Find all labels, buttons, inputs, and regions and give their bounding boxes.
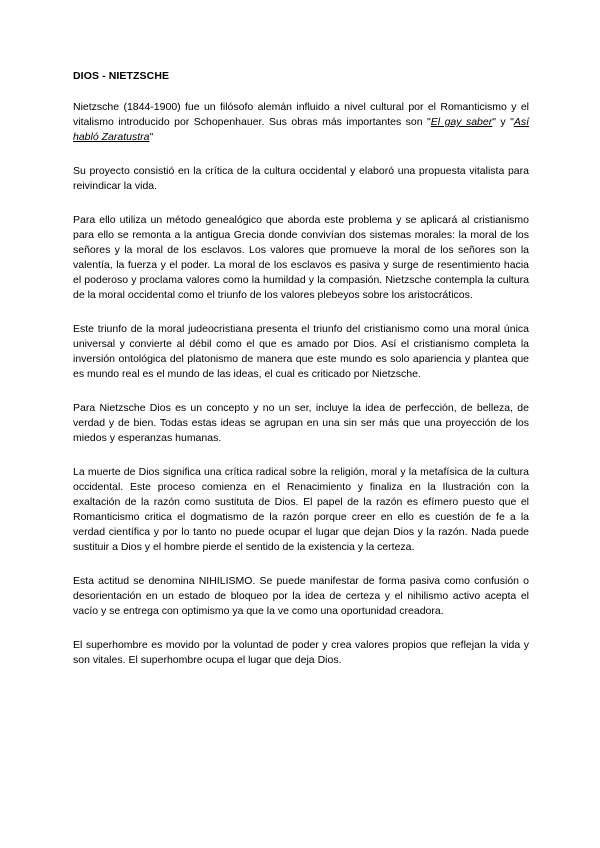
document-page (73, 69, 529, 687)
paragraph-concepto-dios: Para Nietzsche Dios es un concepto y no un ser, incluye la idea de perfección, de belleza, de verdad y de bien. Todas estas ideas se agrupan en una sin ser más que una proyección de los miedos y esperanzas humanas. (73, 402, 529, 444)
paragraph-moral-judeocristiana: Este triunfo de la moral judeocristiana presenta el triunfo del cristianismo como una moral única universal y convierte al débil como el que es amado por Dios. Así el cristianismo completa la inversión ontológica del platonismo de manera que este mundo es solo apariencia y plantea que es mundo real es el mundo de las ideas, el cual es criticado por Nietzsche. (73, 323, 529, 380)
paragraph-intro (73, 100, 529, 145)
paragraph-superhombre: El superhombre es movido por la voluntad de poder y crea valores propios que reflejan la vida y son vitales. El superhombre ocupa el lugar que deja Dios. (73, 639, 529, 666)
paragraph-metodo-genealogico: Para ello utiliza un método genealógico que aborda este problema y se aplicará al cristianismo para ello se remonta a la antigua Grecia donde convivían dos sistemas morales: la moral de los señores y la moral de los esclavos. Los valores que promueve la moral de los señores son la valentía, la fuerza y el poder. La moral de los esclavos es pasiva y surge de resentimiento hacia el poderoso y proclama valores como la humildad y la compasión. Nietzsche contempla la cultura de la moral occidental como el triunfo de los valores plebeyos sobre los aristocráticos. (73, 214, 529, 301)
paragraph-intro-close: " (149, 131, 154, 143)
work-title-zaratustra: Así habló Zaratustra (73, 116, 529, 143)
paragraph-proyecto: Su proyecto consistió en la crítica de la cultura occidental y elaboró una propuesta vitalista para reivindicar la vida. (73, 165, 529, 192)
paragraph-nihilismo: Esta actitud se denomina NIHILISMO. Se puede manifestar de forma pasiva como confusión o desorientación en un estado de bloqueo por la idea de certeza y el nihilismo activo acepta el vacío y se entrega con optimismo ya que la ve como una oportunidad creadora. (73, 575, 529, 617)
paragraph-muerte-de-dios: La muerte de Dios significa una crítica radical sobre la religión, moral y la metafísica de la cultura occidental. Este proceso comienza en el Renacimiento y finaliza en la Ilustración con la exaltación de la razón como sustituta de Dios. El papel de la razón es efímero puesto que el Romanticismo critica el dogmatismo de la razón porque creer en ello es cuestión de fe a la verdad científica y por lo tanto no puede ocupar el lugar que dejan Dios y la razón. Nada puede sustituir a Dios y el hombre pierde el sentido de la existencia y la certeza. (73, 466, 529, 553)
paragraph-intro-text: Nietzsche (1844-1900) fue un filósofo alemán influido a nivel cultural por el Romanticismo y el vitalismo introducido por Schopenhauer. Sus obras más importantes son " (73, 101, 529, 128)
paragraph-intro-connector: " y " (492, 116, 514, 128)
work-title-el-gay-saber: El gay saber (430, 116, 493, 128)
document-title: DIOS - NIETZSCHE (73, 70, 170, 82)
